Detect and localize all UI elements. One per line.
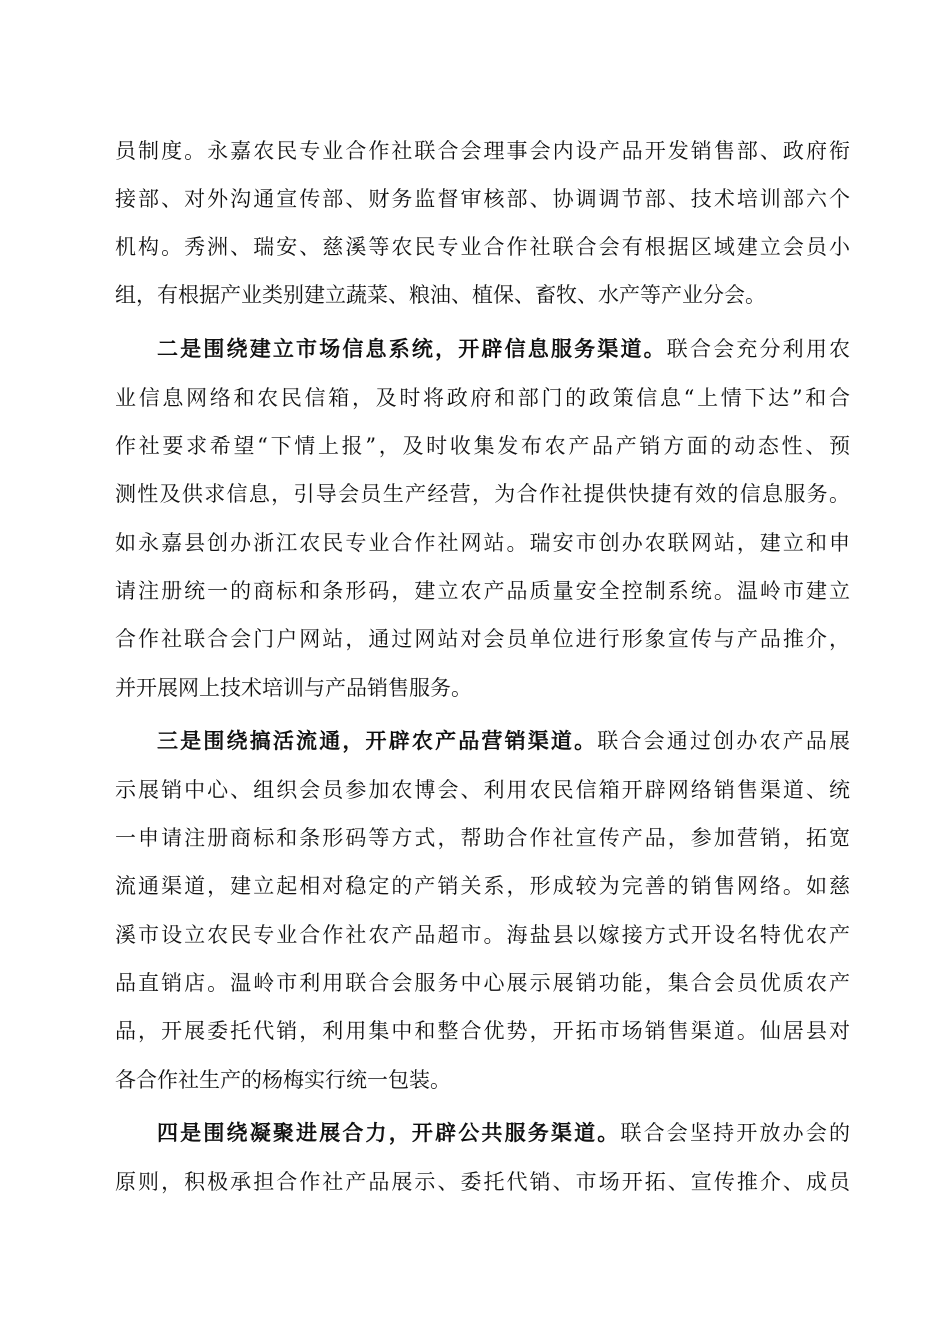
paragraph-first-line [157, 331, 850, 367]
text-line: 请注册统一的商标和条形码，建立农产品质量安全控制系统。温岭市建立 [115, 579, 850, 603]
text-span: 联合会坚持开放办会的 [620, 1121, 851, 1145]
text-line: 品，开展委托代销，利用集中和整合优势，开拓市场销售渠道。仙居县对 [115, 1019, 850, 1043]
paragraph-heading: 三是围绕搞活流通，开辟农产品营销渠道。 [157, 729, 598, 753]
text-span: 联合会充分利用农 [666, 337, 851, 361]
text-line: 流通渠道，建立起相对稳定的产销关系，形成较为完善的销售网络。如慈 [115, 874, 850, 898]
paragraph-first-line [157, 1115, 850, 1151]
text-line: 如永嘉县创办浙江农民专业合作社网站。瑞安市创办农联网站，建立和申 [115, 531, 850, 555]
text-line: 作社要求希望“下情上报”，及时收集发布农产品产销方面的动态性、预 [115, 434, 850, 458]
text-line: 测性及供求信息，引导会员生产经营，为合作社提供快捷有效的信息服务。 [115, 482, 850, 506]
paragraph-first-line [157, 723, 850, 759]
text-line: 品直销店。温岭市利用联合会服务中心展示展销功能，集合会员优质农产 [115, 971, 850, 995]
paragraph-heading: 二是围绕建立市场信息系统，开辟信息服务渠道。 [157, 337, 667, 361]
text-line: 业信息网络和农民信箱，及时将政府和部门的政策信息“上情下达”和合 [115, 386, 850, 410]
paragraph-heading: 四是围绕凝聚进展合力，开辟公共服务渠道。 [157, 1121, 621, 1145]
text-line: 各合作社生产的杨梅实行统一包装。 [115, 1068, 451, 1092]
text-line: 一申请注册商标和条形码等方式，帮助合作社宣传产品，参加营销，拓宽 [115, 826, 850, 850]
text-line: 接部、对外沟通宣传部、财务监督审核部、协调调节部、技术培训部六个 [115, 187, 850, 211]
text-line: 机构。秀洲、瑞安、慈溪等农民专业合作社联合会有根据区域建立会员小 [115, 235, 850, 259]
text-line: 并开展网上技术培训与产品销售服务。 [115, 676, 472, 700]
text-span: 联合会通过创办农产品展 [597, 729, 851, 753]
text-line: 示展销中心、组织会员参加农博会、利用农民信箱开辟网络销售渠道、统 [115, 778, 850, 802]
text-line: 原则，积极承担合作社产品展示、委托代销、市场开拓、宣传推介、成员 [115, 1170, 850, 1194]
text-line: 员制度。永嘉农民专业合作社联合会理事会内设产品开发销售部、政府衔 [115, 139, 850, 163]
text-line: 溪市设立农民专业合作社农产品超市。海盐县以嫁接方式开设名特优农产 [115, 923, 850, 947]
text-line: 组，有根据产业类别建立蔬菜、粮油、植保、畜牧、水产等产业分会。 [115, 283, 766, 307]
text-line: 合作社联合会门户网站，通过网站对会员单位进行形象宣传与产品推介， [115, 627, 850, 651]
